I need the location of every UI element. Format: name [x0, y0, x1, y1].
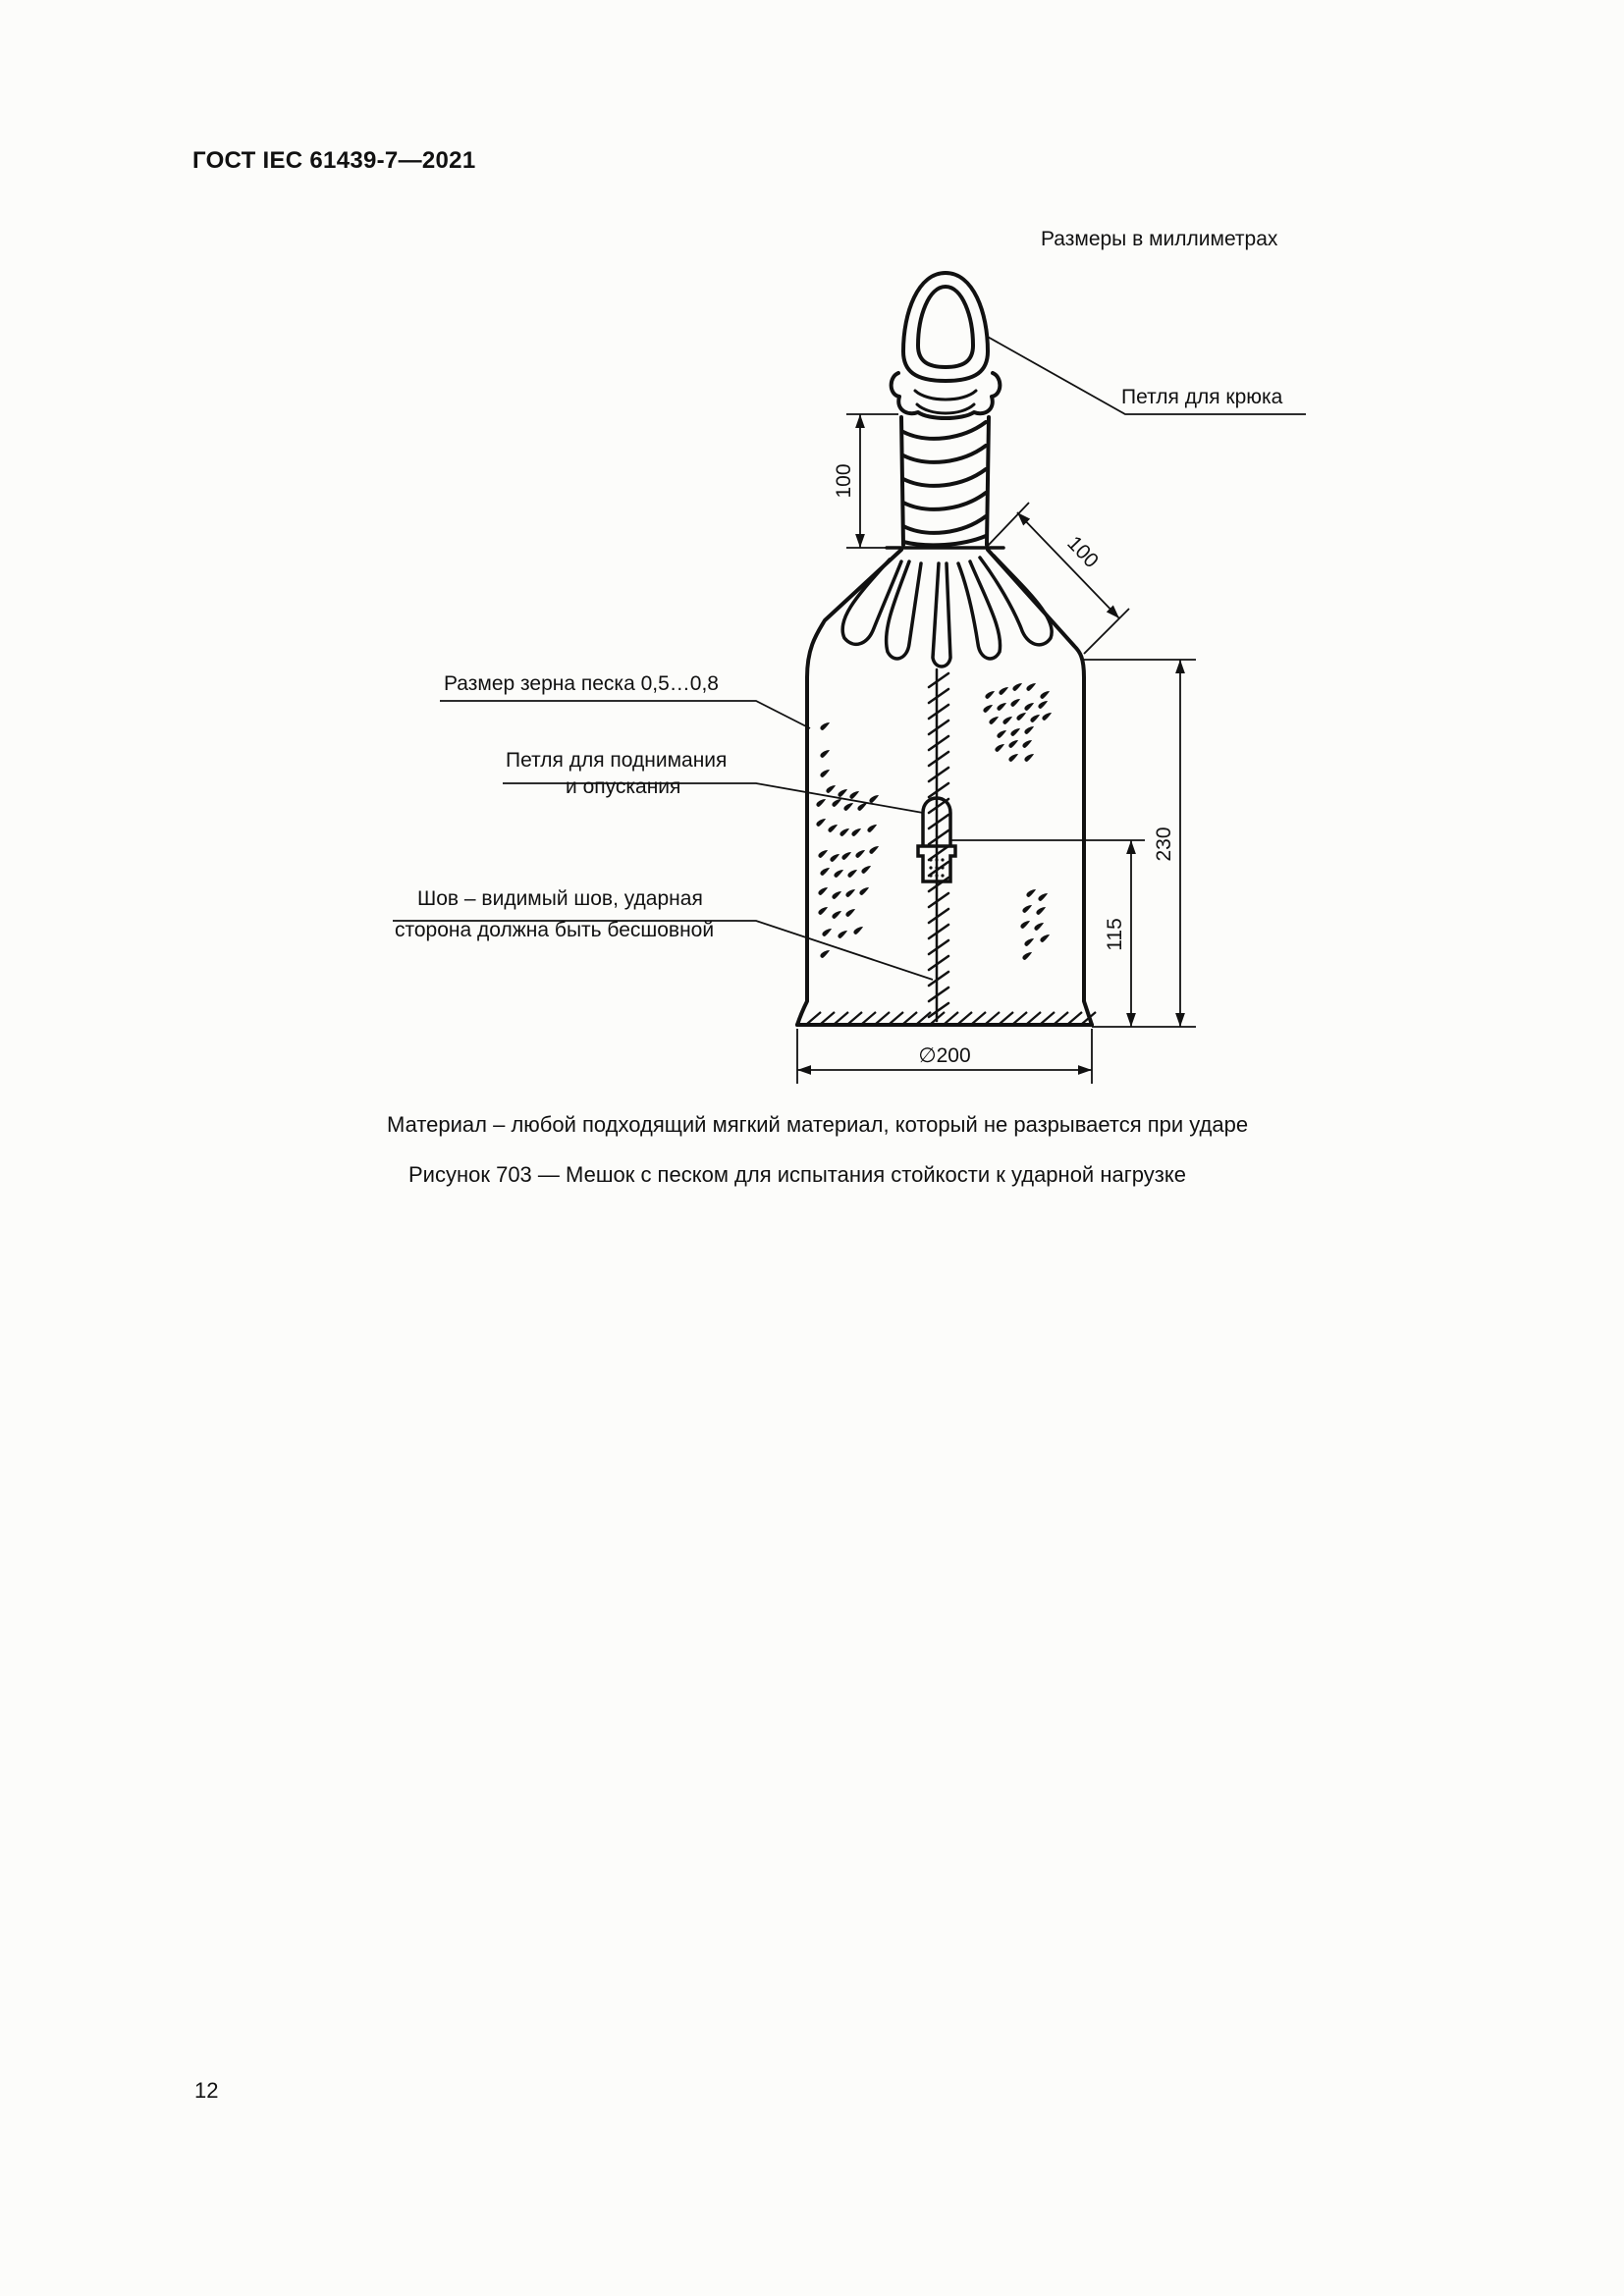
- leader-lines: [393, 336, 1306, 980]
- label-lift-loop-1: Петля для поднимания: [506, 749, 728, 772]
- height-dimension: [1084, 660, 1196, 1027]
- units-note: Размеры в миллиметрах: [1041, 228, 1278, 250]
- dim-shoulder-100: 100: [1062, 531, 1104, 573]
- hook-loop: [903, 273, 988, 381]
- dim-neck-100: 100: [833, 463, 855, 499]
- label-sand-grain: Размер зерна песка 0,5…0,8: [444, 672, 719, 695]
- page-number: 12: [194, 2078, 219, 2103]
- twisted-neck: [901, 417, 989, 545]
- dim-loop-115: 115: [1104, 918, 1126, 951]
- pleats: [842, 556, 1052, 667]
- label-seam-1: Шов – видимый шов, ударная: [417, 887, 703, 910]
- figure-caption: Рисунок 703 — Мешок с песком для испытания стойкости к ударной нагрузке: [408, 1162, 1186, 1187]
- label-hook-loop: Петля для крюка: [1121, 386, 1283, 408]
- label-seam-2: сторона должна быть бесшовной: [395, 919, 715, 941]
- bottom-hatching: [807, 1012, 1096, 1024]
- dim-height-230: 230: [1153, 827, 1175, 862]
- document-header: ГОСТ IEC 61439-7—2021: [192, 147, 476, 174]
- material-note: Материал – любой подходящий мягкий материал, который не разрывается при ударе: [387, 1112, 1249, 1137]
- label-lift-loop-2: и опускания: [566, 775, 681, 798]
- dim-diameter-200: ∅200: [918, 1044, 971, 1067]
